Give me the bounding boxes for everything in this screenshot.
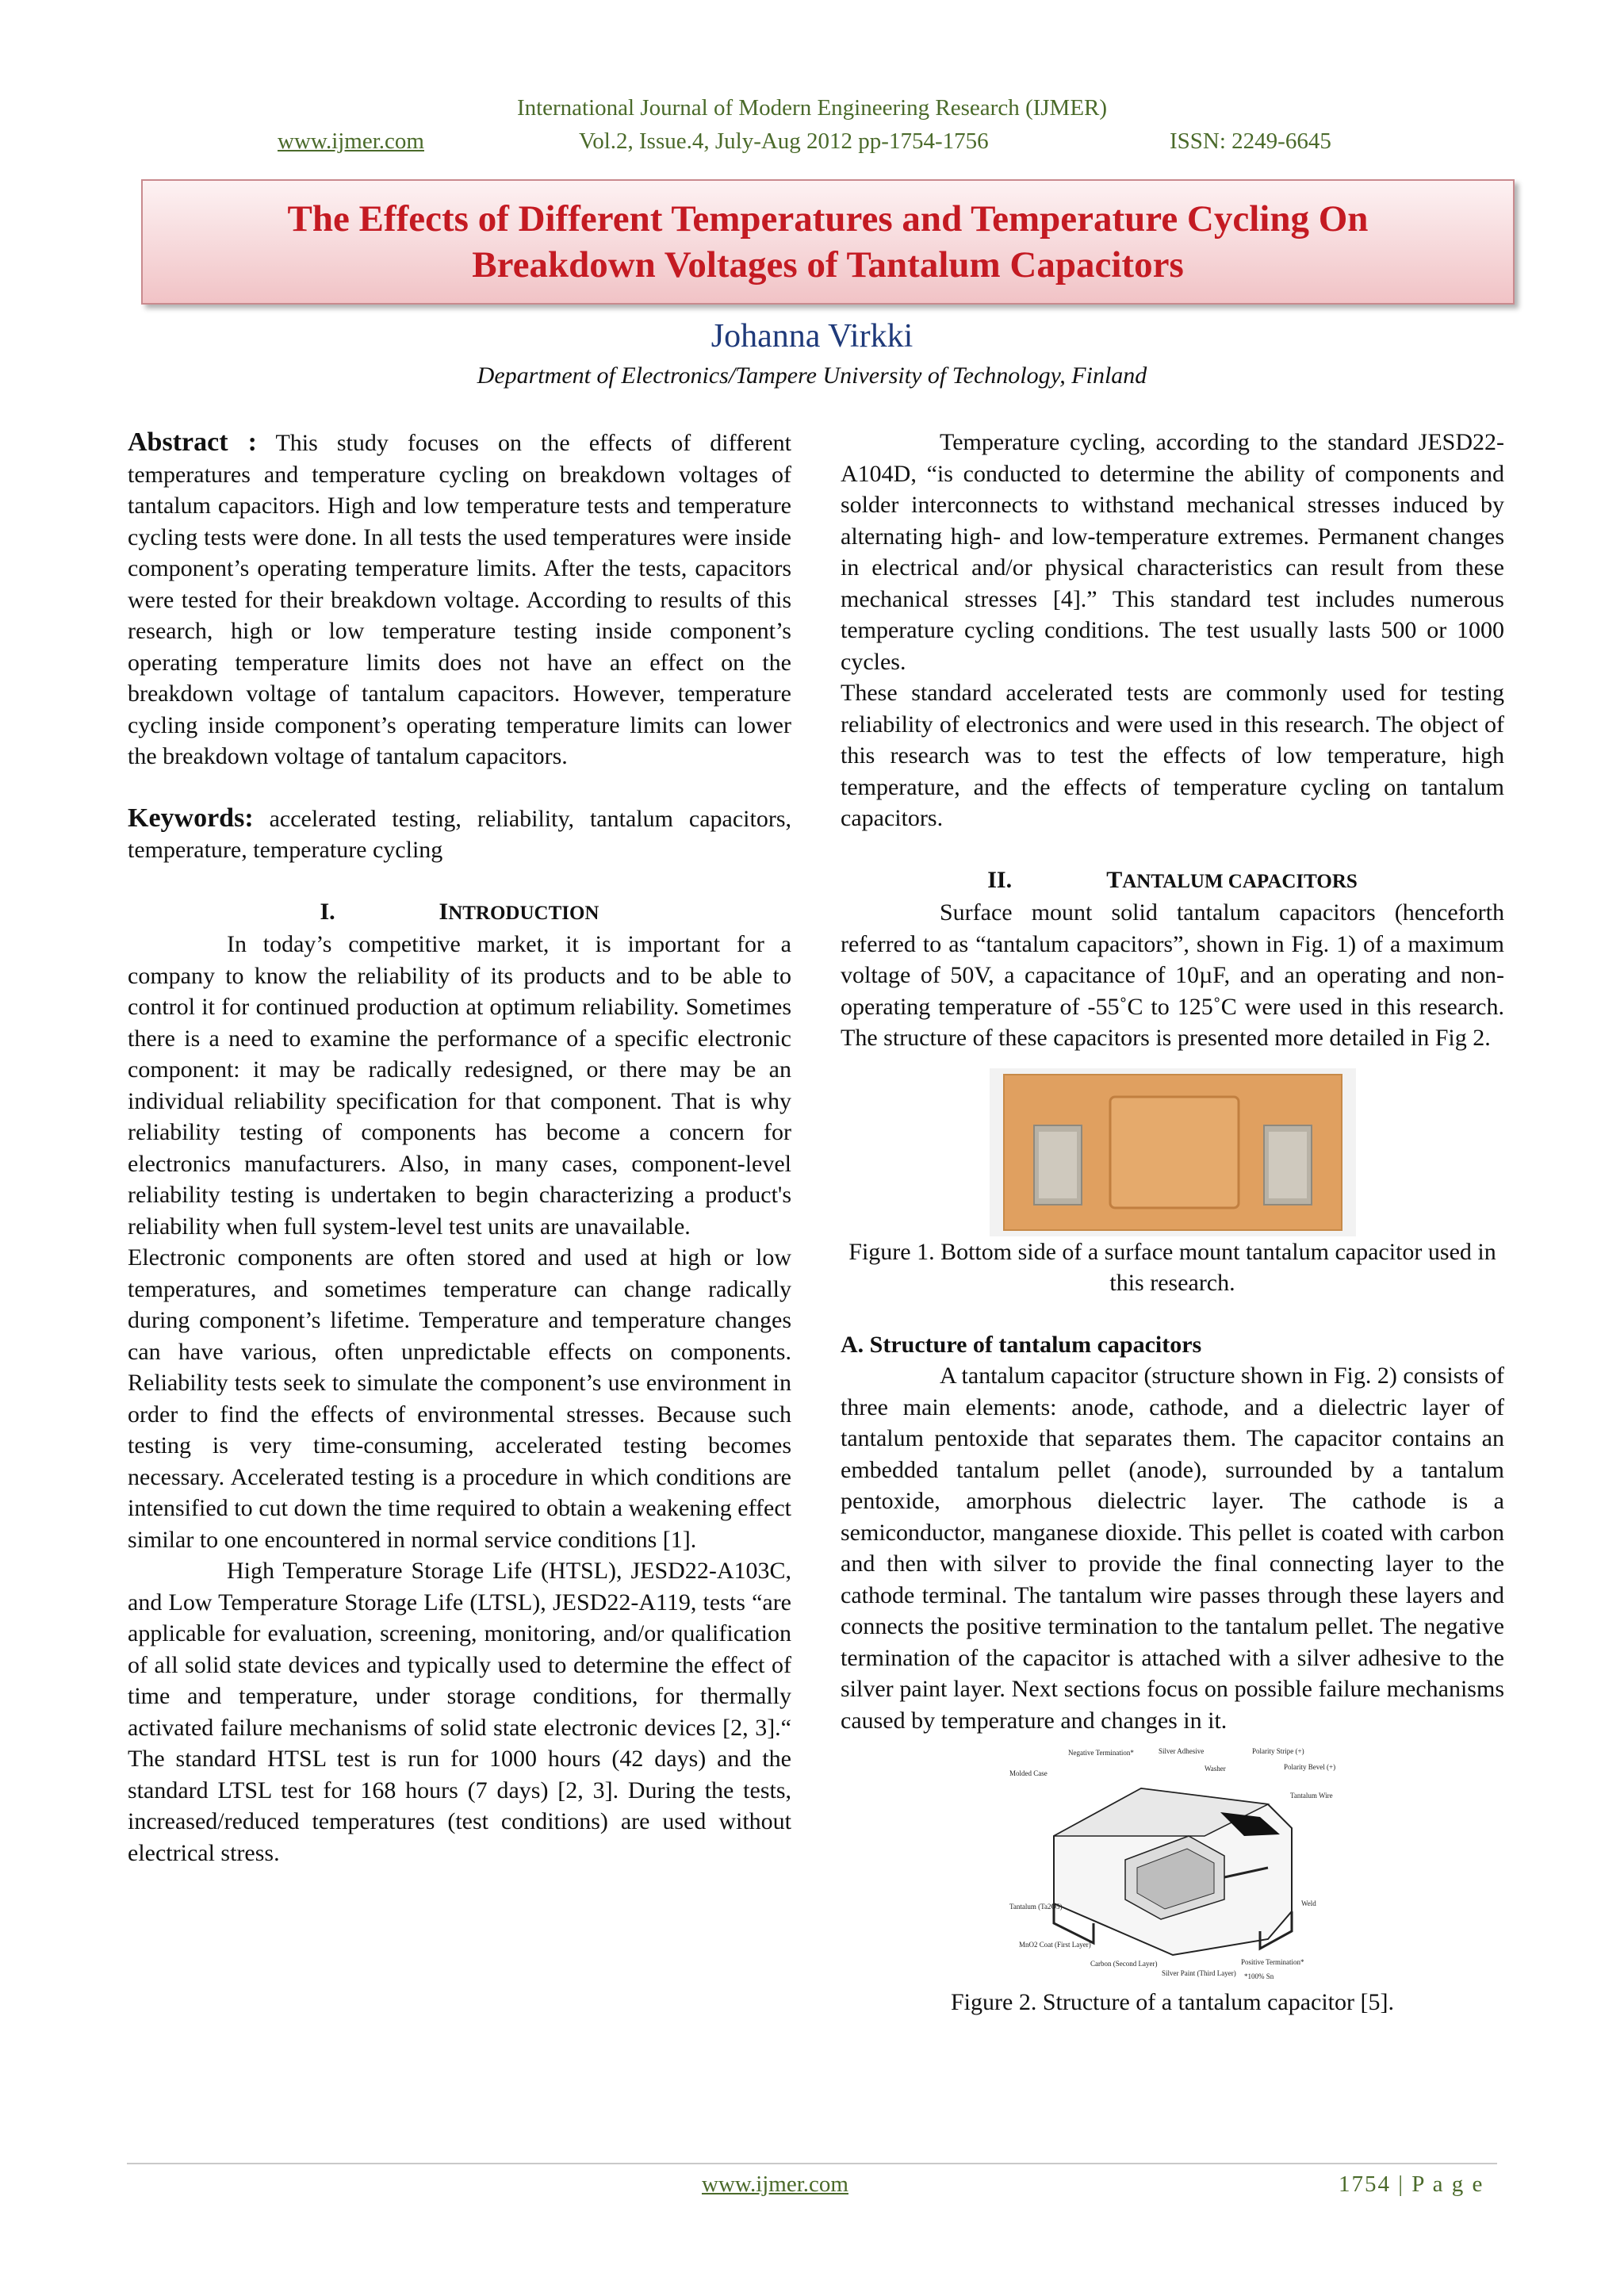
section-1-title: NTRODUCTION: [448, 902, 599, 924]
abstract-label: Abstract :: [128, 427, 257, 457]
section-2-heading: [841, 864, 1504, 898]
capacitor-photo: [990, 1068, 1356, 1236]
intro-paragraph-3: High Temperature Storage Life (HTSL), JESD22-A103C, and Low Temperature Storage Life (LTSL), JESD22-A119, tests “are applicable for evaluation, screening, monitoring, and/or qualification of all solid state devices and typically used to determine the effect of time and temperature, under storage conditions, for thermally activated failure mechanisms of solid state electronic devices [2, 3].“ The standard HTSL test is run for 1000 hours (42 days) and the standard LTSL test for 168 hours (7 days) [2, 3]. During the tests, increased/reduced temperatures (test conditions) are used without electrical stress.: [128, 1558, 791, 1866]
temperature-cycling-paragraph: Temperature cycling, according to the standard JESD22-A104D, “is conducted to determine the ability of components and solder interconnects to withstand mechanical stresses induced by alternating high- and low-temperature extremes. Permanent changes in electrical and/or physical characteristics can result from these mechanical stresses [4].” This standard test includes numerous temperature cycling conditions. The test usually lasts 500 or 1000 cycles.: [841, 429, 1504, 675]
label-positive-termination: Positive Termination*: [1240, 1958, 1304, 1966]
footer-site-link[interactable]: www.ijmer.com: [702, 2171, 848, 2197]
keywords-text: accelerated testing, reliability, tantalum capacitors, temperature, temperature cycling: [128, 805, 791, 863]
volume-info: Vol.2, Issue.4, July-Aug 2012 pp-1754-1756: [579, 128, 989, 154]
label-polarity-bevel: Polarity Bevel (+): [1283, 1763, 1335, 1771]
section-2-title: ANTALUM CAPACITORS: [1122, 870, 1358, 892]
section-1-heading: [128, 896, 791, 930]
label-polarity-stripe: Polarity Stripe (+): [1251, 1747, 1304, 1755]
footer-page-number: 1754 | P a g e: [1339, 2171, 1484, 2197]
journal-site-link[interactable]: [278, 128, 424, 155]
keywords-label: Keywords:: [128, 803, 254, 833]
section-1-number: I.: [320, 898, 335, 925]
label-washer: Washer: [1204, 1765, 1226, 1773]
figure-2-caption: Figure 2. Structure of a tantalum capacitor [5].: [951, 1989, 1394, 2015]
label-silver-adhesive: Silver Adhesive: [1158, 1747, 1204, 1755]
label-tantalum-wire: Tantalum Wire: [1289, 1792, 1333, 1800]
paper-title: The Effects of Different Temperatures and Temperature Cycling On Breakdown Voltages of Tantalum Capacitors: [287, 198, 1369, 286]
figure-1-caption: Figure 1. Bottom side of a surface mount tantalum capacitor used in this research.: [848, 1238, 1496, 1296]
journal-site-anchor[interactable]: www.ijmer.com: [278, 128, 424, 154]
abstract-text: This study focuses on the effects of different temperatures and temperature cycling on breakdown voltages of tantalum capacitors. High and low temperature tests and temperature cycling tests were done. In all tests the used temperatures were inside component’s operating temperature limits. After the tests, capacitors were tested for their breakdown voltage. According to results of this research, high or low temperature testing inside component’s operating temperature limits does not have an effect on the breakdown voltage of tantalum capacitors. However, temperature cycling inside component’s operating temperature limits can lower the breakdown voltage of tantalum capacitors.: [128, 430, 792, 769]
label-tin-note: *100% Sn: [1243, 1972, 1274, 1980]
subsection-a-heading: A. Structure of tantalum capacitors: [841, 1331, 1202, 1358]
keywords: [128, 803, 791, 866]
right-terminal-highlight: [1269, 1132, 1307, 1198]
label-mno2-coat: MnO2 Coat (First Layer): [1018, 1941, 1091, 1949]
capacitor-structure-diagram: [1006, 1741, 1339, 1987]
tantalum-capacitors-paragraph: Surface mount solid tantalum capacitors (henceforth referred to as “tantalum capacitors”, shown in Fig. 1) of a maximum voltage of 50V, a capacitance of 10µF, and an operating and non-operating temperature of -55˚C to 125˚C were used in this research. The structure of these capacitors is presented more detailed in Fig 2.: [841, 899, 1504, 1051]
section-2-number: II.: [987, 866, 1013, 893]
author-affiliation: Department of Electronics/Tampere University of Technology, Finland: [477, 362, 1147, 389]
label-negative-termination: Negative Termination*: [1067, 1749, 1134, 1757]
left-terminal-highlight: [1039, 1132, 1077, 1198]
title-box: [141, 179, 1515, 305]
capacitor-center-pad: [1110, 1097, 1239, 1208]
right-column: [841, 427, 1504, 2018]
section-1-initial: I: [439, 898, 449, 925]
abstract: [128, 427, 791, 772]
journal-name: International Journal of Modern Engineering Research (IJMER): [516, 95, 1108, 121]
figure-1: [990, 1068, 1356, 1236]
figure-2: [1006, 1741, 1339, 1987]
section-2-initial: T: [1106, 866, 1123, 893]
issn-info: ISSN: 2249-6645: [1170, 128, 1331, 154]
structure-paragraph: A tantalum capacitor (structure shown in Fig. 2) consists of three main elements: anode, cathode, and a dielectric layer of tantalum pentoxide that separates them. The capacitor contains an embedded tantalum pellet (anode), surrounded by a tantalum pentoxide, amorphous dielectric layer. The cathode is a semiconductor, manganese dioxide. This pellet is coated with carbon and then with silver to provide the final connecting layer to the cathode terminal. The tantalum wire passes through these layers and connects the positive termination to the tantalum pellet. The negative termination of the capacitor is attached with a silver adhesive to the silver paint layer. Next sections focus on possible failure mechanisms caused by temperature and changes in it.: [841, 1363, 1504, 1734]
accelerated-tests-paragraph: These standard accelerated tests are commonly used for testing reliability of electronics and were used in this research. The object of this research was to test the effects of low temperature, high temperature, and the effects of temperature cycling on tantalum capacitors.: [841, 680, 1504, 831]
intro-paragraph-1: In today’s competitive market, it is important for a company to know the reliability of its products and to be able to control it for continued production at optimum reliability. Sometimes there is a need to examine the performance of a specific electronic component: it may be radically redesigned, or there may be an individual reliability specification for that component. That is why reliability testing of components has become a concern for electronics manufacturers. Also, in many cases, component-level reliability testing is undertaken to begin characterizing a product's reliability when full system-level test units are unavailable.: [128, 931, 791, 1240]
label-weld: Weld: [1300, 1899, 1316, 1907]
author-name: Johanna Virkki: [710, 318, 914, 355]
issue-line: [0, 128, 1624, 160]
left-column: [128, 427, 791, 1869]
label-molded-case: Molded Case: [1009, 1769, 1048, 1777]
label-carbon: Carbon (Second Layer): [1090, 1960, 1157, 1968]
label-tantalum: Tantalum (Ta2O5): [1009, 1903, 1062, 1911]
footer-divider: [127, 2163, 1497, 2164]
intro-paragraph-2: Electronic components are often stored and used at high or low temperatures, and sometimes temperature can change radically during component’s lifetime. Temperature and temperature changes can have various, often unpredictable effects on components. Reliability tests seek to simulate the component’s use environment in order to find the effects of environmental stresses. Because such testing is very time-consuming, accelerated testing becomes necessary. Accelerated testing is a procedure in which conditions are intensified to cut down the time required to obtain a weakening effect similar to one encountered in normal service conditions [1].: [128, 1244, 791, 1553]
label-silver-paint: Silver Paint (Third Layer): [1161, 1969, 1236, 1977]
